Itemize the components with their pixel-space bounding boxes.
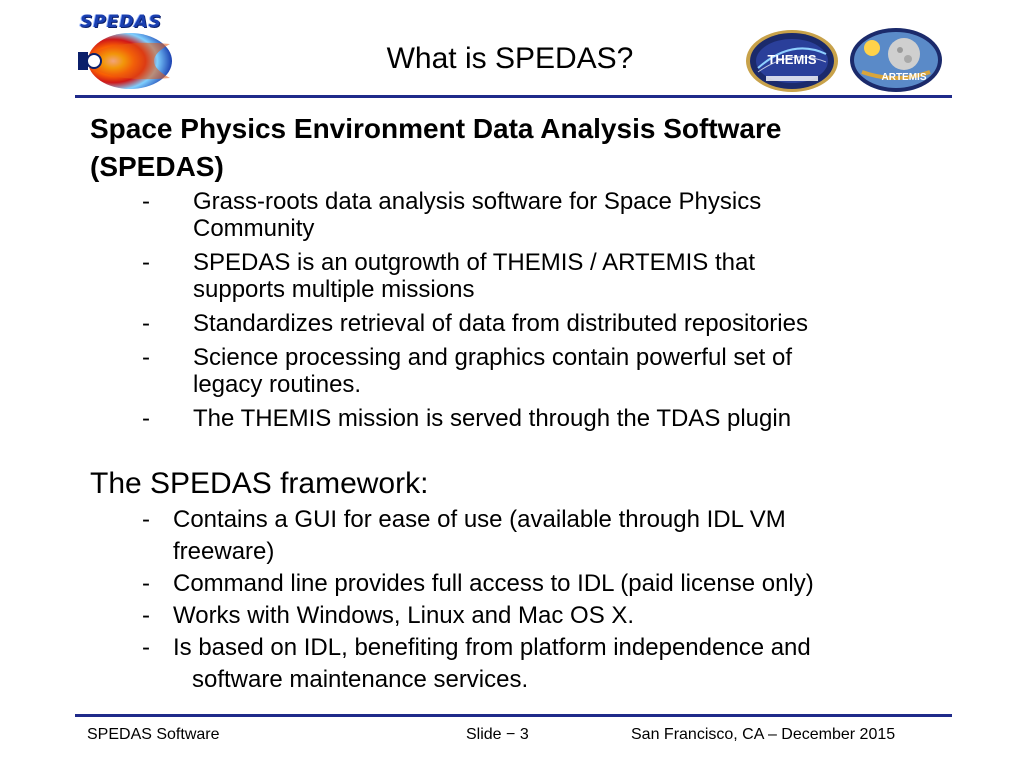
list-item: - Contains a GUI for ease of use (available through IDL VM freeware) [142,506,786,565]
section2-heading: The SPEDAS framework: [90,467,429,500]
bullet-dash: - [142,344,150,371]
section1-heading [90,110,950,186]
section2-bullet-list [90,504,950,696]
slide-title: What is SPEDAS? [386,42,634,75]
bullet-dash: - [142,634,150,661]
bullet-dash: - [142,405,150,432]
bullet-dash: - [142,570,150,597]
magnetosphere-icon [78,30,174,92]
list-item: - Grass-roots data analysis software for Space Physics Community [142,188,762,242]
list-item: - Standardizes retrieval of data from distributed repositories [142,310,808,337]
themis-logo [744,28,840,99]
list-item: - Is based on IDL, benefiting from platform independence and software maintenance services. [142,634,811,693]
list-item: - Works with Windows, Linux and Mac OS X. [90,600,950,632]
bullet-dash: - [142,249,150,276]
bullet-dash: - [142,310,150,337]
footer-rule [75,714,952,717]
section1-heading-line2: (SPEDAS) [90,151,224,182]
themis-logo-text: THEMIS [767,52,817,67]
artemis-logo-text: ARTEMIS [881,72,927,83]
list-item: - Command line provides full access to IDL (paid license only) [90,568,950,600]
section1-bullet-list [90,188,950,432]
bullet-dash: - [142,506,150,533]
spedas-logo [78,12,174,92]
bullet-dash: - [142,602,150,629]
footer-left-text: SPEDAS Software [87,726,220,743]
spedas-logo-wordmark: SPEDAS [80,12,162,32]
header-rule [75,95,952,98]
list-item: - Science processing and graphics contain powerful set of legacy routines. [142,344,793,398]
artemis-logo [848,26,944,99]
list-item: - SPEDAS is an outgrowth of THEMIS / ARTEMIS that supports multiple missions [142,249,756,303]
bullet-dash: - [142,188,150,215]
slide-number: Slide − 3 [466,726,529,743]
slide-content [90,110,950,696]
footer-location-date: San Francisco, CA – December 2015 [631,726,896,743]
list-item: - The THEMIS mission is served through the TDAS plugin [142,405,792,432]
section1-heading-line1: Space Physics Environment Data Analysis Software [90,113,782,144]
